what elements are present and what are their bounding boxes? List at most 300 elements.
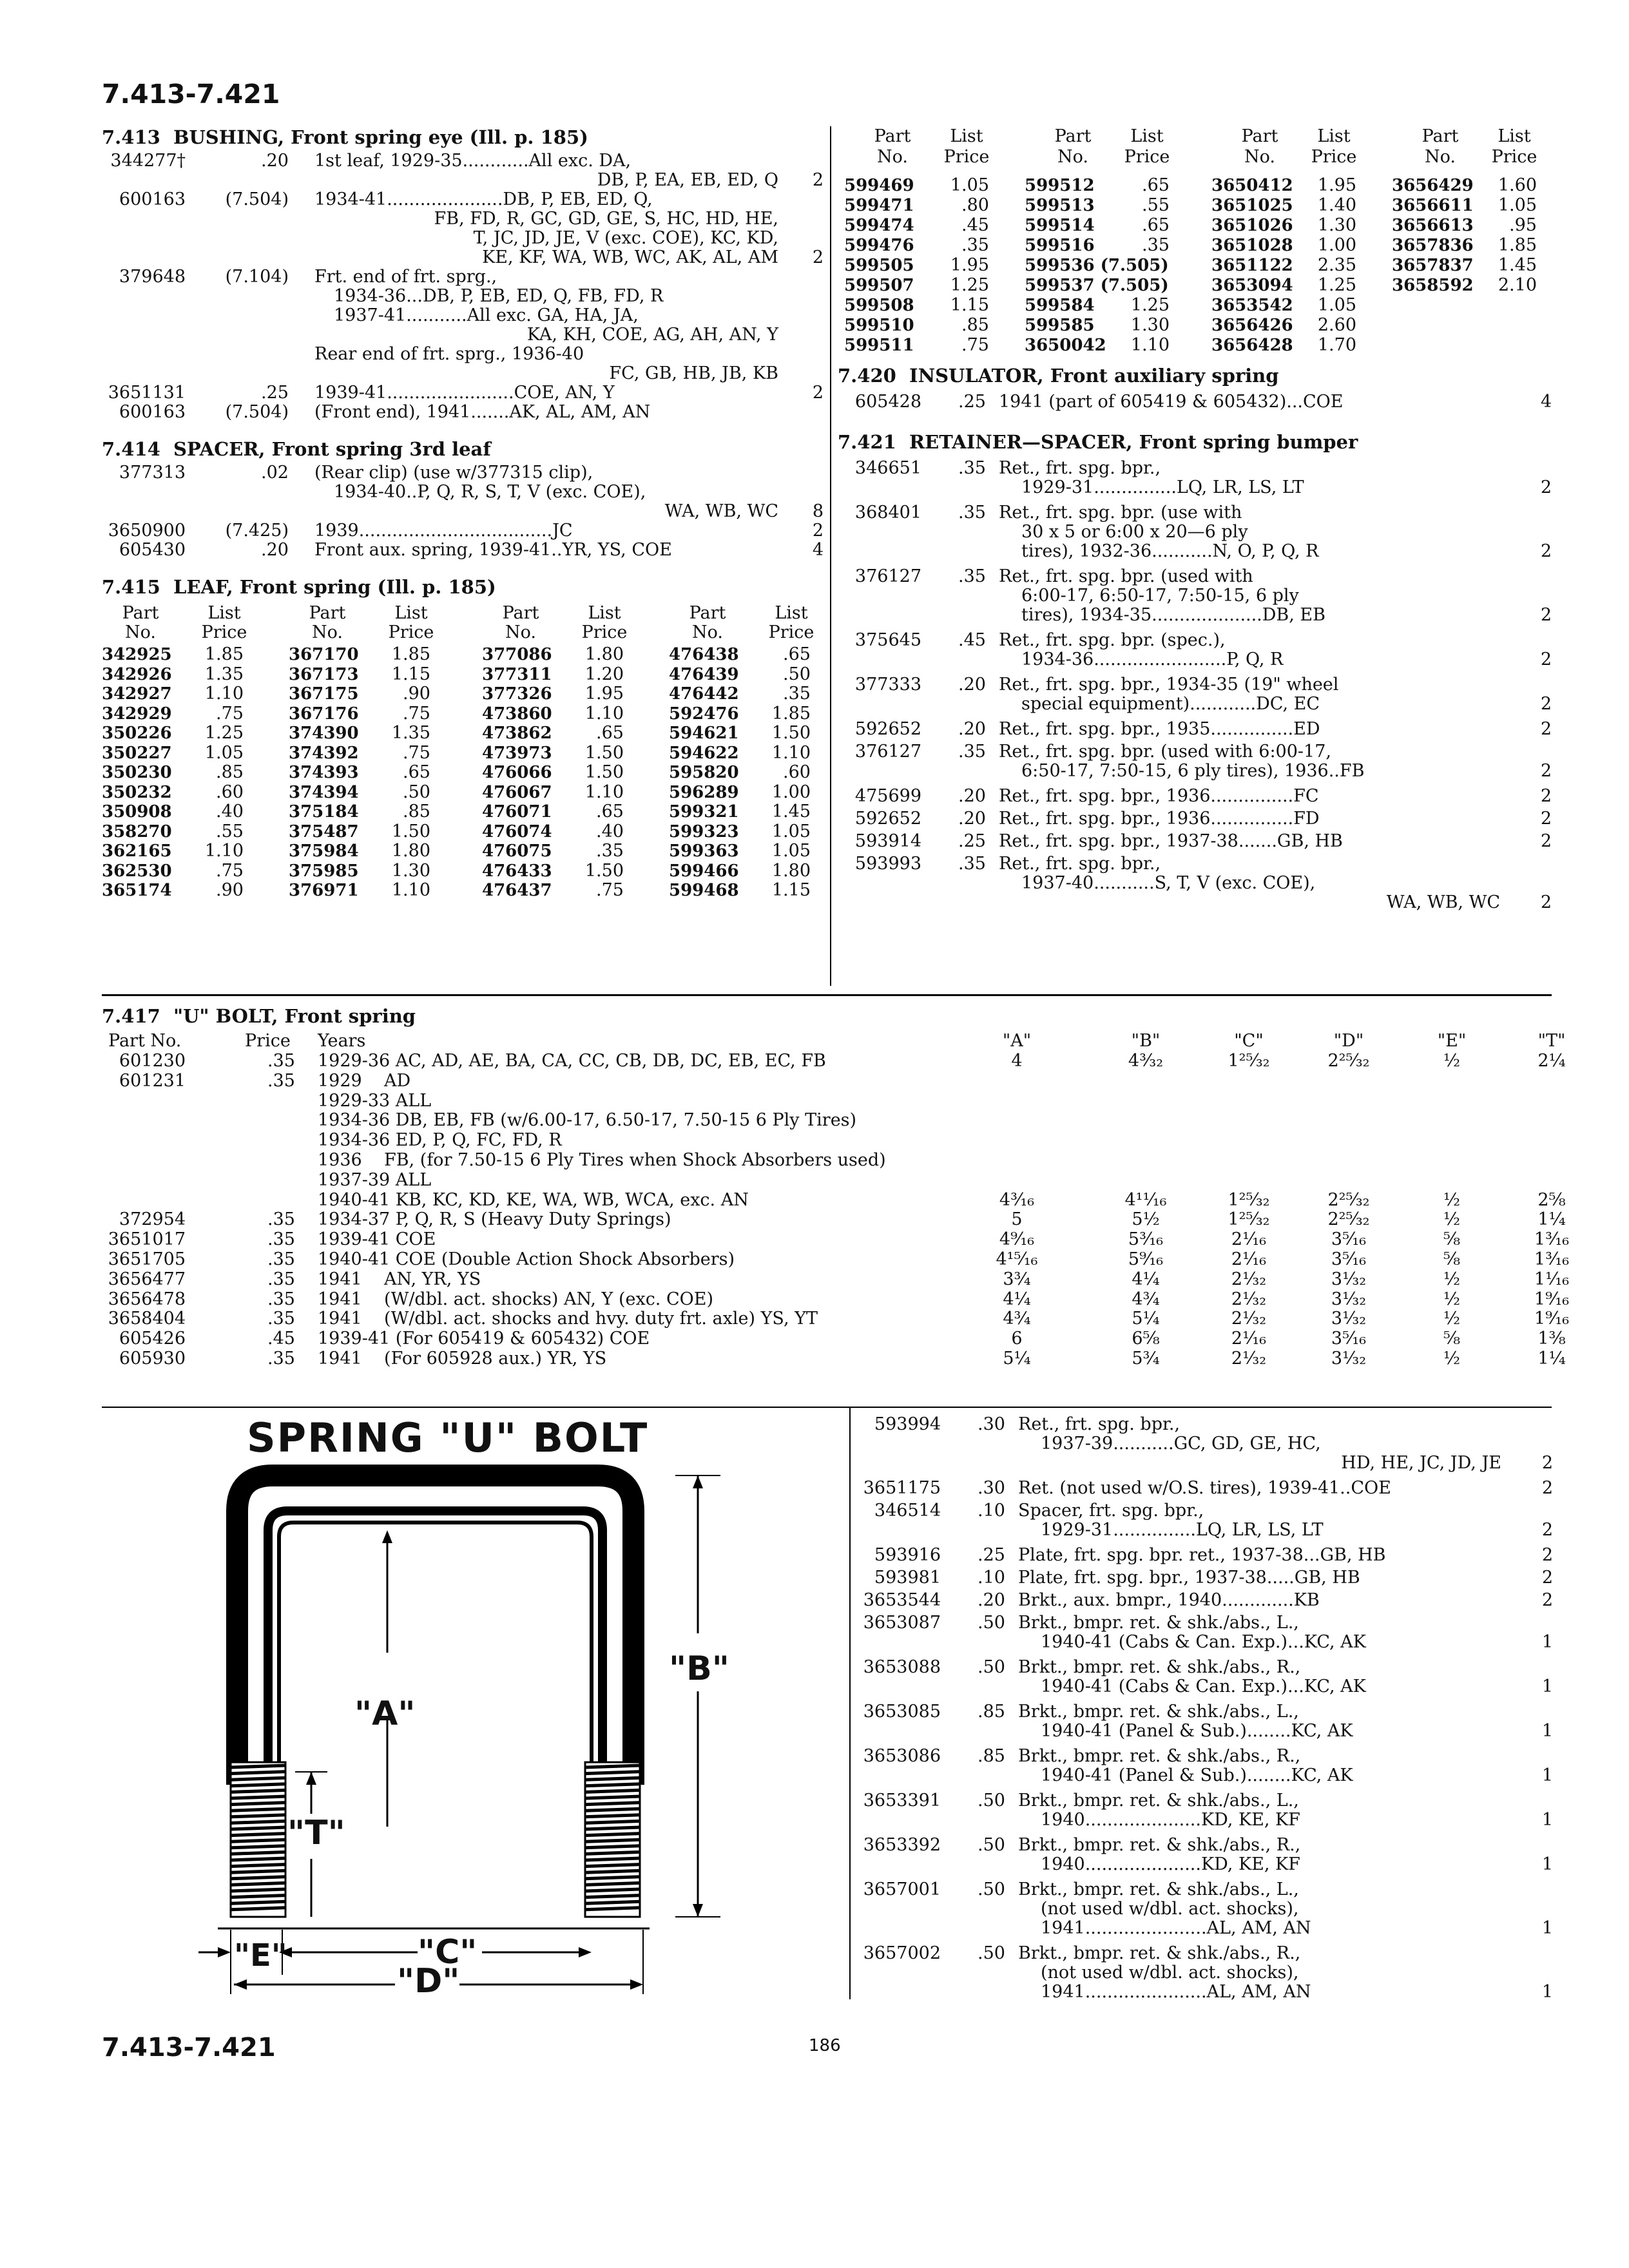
col-header-dim-c: "C": [1234, 1031, 1264, 1051]
part-number: 599468: [669, 881, 739, 900]
dim-a: 4⁹⁄₁₆: [999, 1229, 1035, 1250]
part-number: 473973: [482, 743, 552, 763]
description: Brkt., bmpr. ret. & shk./abs., L.,: [1018, 1791, 1299, 1811]
price: .35: [958, 503, 986, 523]
price: 1.85: [204, 644, 244, 664]
part-number: 3657837: [1392, 256, 1474, 275]
price: .20: [978, 1590, 1005, 1610]
list-item: [102, 363, 824, 384]
dim-b: 6⁵⁄₈: [1132, 1329, 1160, 1349]
quantity: 2: [1541, 1568, 1553, 1588]
quantity: 2: [1540, 477, 1552, 497]
label-e: "E": [234, 1937, 287, 1974]
col-header-price: Price: [388, 622, 434, 642]
part-number: 594621: [669, 724, 739, 743]
price: .75: [216, 860, 244, 881]
dim-c: 2¹⁄₃₂: [1231, 1289, 1267, 1309]
part-number: 476438: [669, 645, 739, 664]
description: 1934-41.....................DB, P, EB, ED, Q,: [314, 189, 653, 209]
price: .50: [783, 664, 811, 684]
price: .60: [216, 782, 244, 802]
dim-b: 5¾: [1132, 1349, 1160, 1369]
description: Ret., frt. spg. bpr., 1935...............ED: [999, 719, 1320, 739]
description: KA, KH, COE, AG, AH, AN, Y: [526, 325, 778, 345]
part-number: 342929: [102, 704, 172, 724]
col-header-part: Part: [502, 603, 539, 623]
part-number: 375645: [854, 630, 921, 650]
part-number: 3653094: [1211, 276, 1293, 295]
col-header-price: List: [950, 126, 983, 146]
part-number: 350227: [102, 743, 172, 763]
dim-a: 5: [1011, 1209, 1023, 1230]
col-header-price: List: [394, 603, 428, 623]
part-number: 374394: [289, 782, 359, 802]
price: .35: [267, 1229, 295, 1250]
dim-e: ½: [1443, 1289, 1461, 1309]
part-number: 368401: [854, 503, 921, 523]
part-number: 473862: [482, 724, 552, 743]
description: WA, WB, WC: [1386, 892, 1500, 912]
quantity: 4: [1540, 392, 1552, 412]
description: (Front end), 1941.......AK, AL, AM, AN: [314, 402, 651, 422]
col-header-price: Price: [1124, 147, 1170, 167]
part-number: 601230: [119, 1051, 186, 1071]
price: 1.60: [1498, 175, 1537, 195]
table-row: [102, 1091, 1558, 1111]
part-number: 3651122: [1211, 256, 1293, 275]
years: 1934-36 DB, EB, FB (w/6.00-17, 6.50-17, 7.50-15 6 Ply Tires): [318, 1110, 857, 1131]
part-number: 375487: [289, 822, 359, 841]
part-number: 375985: [289, 861, 359, 881]
part-number: 379648: [119, 267, 186, 287]
column-divider-top: [830, 126, 831, 986]
part-number: 377086: [482, 645, 552, 664]
price: (7.104): [225, 267, 289, 287]
col-header-price: List: [775, 603, 808, 623]
quantity: 1: [1541, 1982, 1553, 2002]
description: (Rear clip) (use w/377315 clip),: [314, 463, 593, 483]
years: 1941 (W/dbl. act. shocks and hvy. duty frt. axle) YS, YT: [318, 1309, 818, 1329]
price: .50: [978, 1791, 1005, 1811]
description: Ret. (not used w/O.S. tires), 1939-41..COE: [1018, 1478, 1391, 1498]
quantity: 1: [1541, 1632, 1553, 1652]
part-number: 377311: [482, 664, 552, 684]
part-number: 3656477: [108, 1269, 186, 1289]
price: 1.25: [204, 723, 244, 743]
price: 1.05: [1317, 295, 1356, 315]
list-item: [102, 228, 824, 249]
part-number: 599584: [1025, 296, 1095, 315]
price: .40: [596, 821, 624, 841]
price: 1.40: [1317, 195, 1356, 215]
price: 2.10: [1498, 275, 1537, 295]
part-number: 372954: [119, 1209, 186, 1230]
price: 1.35: [204, 664, 244, 684]
price: 1.50: [391, 821, 430, 841]
part-number: 593994: [874, 1414, 941, 1434]
price: .20: [958, 719, 986, 739]
col-header-price: Price: [1311, 147, 1357, 167]
quantity: 1: [1541, 1677, 1553, 1696]
description: special equipment)............DC, EC: [1021, 694, 1320, 714]
description: KE, KF, WA, WB, WC, AK, AL, AM: [482, 247, 778, 267]
years: 1940-41 KB, KC, KD, KE, WA, WB, WCA, exc. AN: [318, 1189, 749, 1210]
part-number: 476074: [482, 822, 552, 841]
part-number: 605930: [119, 1349, 186, 1369]
part-number: 3657836: [1392, 236, 1474, 255]
price: 1.10: [584, 703, 624, 724]
description: FC, GB, HB, JB, KB: [609, 363, 778, 383]
dim-d: 3¹⁄₃₂: [1331, 1349, 1367, 1369]
years: 1937-39 ALL: [318, 1169, 432, 1190]
part-number: 599505: [844, 256, 914, 275]
quantity: 2: [1541, 1590, 1553, 1610]
price: 1.10: [771, 742, 811, 763]
list-item: [102, 383, 824, 403]
list-item: [102, 540, 824, 561]
col-header-part: No.: [877, 147, 908, 167]
part-number: 599512: [1025, 176, 1095, 195]
description: 1940.....................KD, KE, KF: [1041, 1810, 1300, 1830]
part-number: 600163: [119, 402, 186, 422]
part-number: 3656428: [1211, 336, 1293, 355]
description: 1937-41...........All exc. GA, HA, JA,: [334, 305, 639, 325]
price: 1.25: [1317, 275, 1356, 295]
dim-a: 4¼: [1003, 1289, 1031, 1309]
quantity: 2: [1540, 694, 1552, 714]
years: 1929 AD: [318, 1070, 411, 1091]
description: Brkt., aux. bmpr., 1940.............KB: [1018, 1590, 1320, 1610]
description: Brkt., bmpr. ret. & shk./abs., L.,: [1018, 1879, 1299, 1899]
price: 1.45: [1498, 255, 1537, 275]
part-number: 3658404: [108, 1309, 186, 1329]
quantity: 8: [812, 501, 824, 521]
description: 1929-31...............LQ, LR, LS, LT: [1041, 1520, 1324, 1540]
price: .40: [216, 802, 244, 822]
description: 1939-41.......................COE, AN, Y: [314, 383, 615, 403]
description: Ret., frt. spg. bpr., 1936...............FD: [999, 809, 1320, 829]
description: Rear end of frt. sprg., 1936-40: [314, 344, 584, 364]
dim-a: 4¹⁵⁄₁₆: [996, 1249, 1038, 1269]
dim-c: 2¹⁄₁₆: [1231, 1329, 1267, 1349]
description: 1940-41 (Panel & Sub.)........KC, AK: [1041, 1721, 1353, 1741]
table-row: [102, 1269, 1570, 1289]
quantity: 2: [812, 521, 824, 541]
years: 1939-41 (For 605419 & 605432) COE: [318, 1329, 650, 1349]
part-number: 350908: [102, 802, 172, 822]
col-header-part: Part: [1422, 126, 1459, 146]
part-number: 362165: [102, 841, 172, 861]
column-divider-bottom: [849, 1407, 851, 1999]
description: 6:50-17, 7:50-15, 6 ply tires), 1936..FB: [1021, 761, 1365, 781]
dim-e: ½: [1443, 1209, 1461, 1230]
table-row: [102, 1150, 1558, 1170]
price: 1.10: [584, 782, 624, 802]
price: 1.30: [391, 860, 430, 881]
price: 1.25: [950, 275, 989, 295]
part-number: 342926: [102, 664, 172, 684]
price: .35: [1142, 235, 1170, 255]
price: .45: [267, 1329, 295, 1349]
price: 1.30: [1317, 215, 1356, 235]
quantity: 2: [1540, 541, 1552, 561]
spring-u-bolt-diagram: [102, 1414, 836, 2001]
quantity: 2: [812, 383, 824, 403]
part-number: 377326: [482, 684, 552, 704]
part-number: 376971: [289, 881, 359, 900]
price: .65: [596, 802, 624, 822]
dim-a: 4: [1011, 1051, 1023, 1071]
part-number: 3650900: [108, 521, 186, 541]
price: 1.15: [950, 295, 989, 315]
price: 1.50: [584, 742, 624, 763]
quantity: 2: [812, 247, 824, 267]
table-row: [102, 1051, 1566, 1071]
description: Brkt., bmpr. ret. & shk./abs., L.,: [1018, 1613, 1299, 1633]
part-number: 350232: [102, 782, 172, 802]
price: .35: [596, 841, 624, 861]
list-item: [102, 482, 824, 503]
description: 1941......................AL, AM, AN: [1041, 1918, 1311, 1938]
part-number: 367170: [289, 645, 359, 664]
table-row: [102, 1170, 1558, 1190]
part-number: 599321: [669, 802, 739, 822]
price: 1.85: [771, 703, 811, 724]
part-number: 599513: [1025, 196, 1095, 215]
price: .20: [261, 540, 289, 560]
label-a: "A": [354, 1695, 416, 1733]
label-d: "D": [397, 1962, 460, 2001]
years: 1941 (W/dbl. act. shocks) AN, Y (exc. COE): [318, 1289, 714, 1309]
price: .30: [978, 1414, 1005, 1434]
part-number: 342925: [102, 645, 172, 664]
years: 1929-33 ALL: [318, 1090, 432, 1111]
price: 1.50: [584, 860, 624, 881]
col-header-price: List: [1130, 126, 1164, 146]
price: 1.10: [1130, 335, 1170, 355]
price: .75: [403, 742, 430, 763]
dim-d: 3⁵⁄₁₆: [1331, 1329, 1367, 1349]
col-header-part: No.: [1057, 147, 1088, 167]
dim-a: 5¼: [1003, 1349, 1031, 1369]
part-number: 376127: [854, 566, 921, 586]
part-number: 3656429: [1392, 176, 1474, 195]
part-number: 3657002: [863, 1943, 941, 1963]
price: .75: [216, 703, 244, 724]
list-item: [102, 209, 824, 229]
quantity: 1: [1541, 1918, 1553, 1938]
price: .85: [978, 1702, 1005, 1722]
price: .90: [403, 684, 430, 704]
part-number: 600163: [119, 189, 186, 209]
part-number: 3653088: [863, 1657, 941, 1677]
col-header-price: Price: [1491, 147, 1537, 167]
part-number: 367176: [289, 704, 359, 724]
col-header-price: Price: [943, 147, 990, 167]
dim-t: 1³⁄₁₆: [1534, 1229, 1570, 1250]
part-number: 476075: [482, 841, 552, 861]
part-number: 374392: [289, 743, 359, 763]
years: 1936 FB, (for 7.50-15 6 Ply Tires when Shock Absorbers used): [318, 1150, 886, 1170]
price: .35: [958, 458, 986, 478]
part-number: 367175: [289, 684, 359, 704]
price: 1.85: [1498, 235, 1537, 255]
price: .95: [1509, 215, 1537, 235]
part-number: 358270: [102, 822, 172, 841]
table-row: [102, 1110, 1558, 1130]
price: .75: [596, 880, 624, 900]
part-number: 599510: [844, 316, 914, 335]
price: 1.05: [771, 821, 811, 841]
part-number: 3653544: [863, 1590, 941, 1610]
quantity: 2: [1541, 1478, 1553, 1498]
quantity: 2: [1540, 892, 1552, 912]
price: 1.80: [584, 644, 624, 664]
description: Ret., frt. spg. bpr.,: [999, 854, 1161, 874]
description: Frt. end of frt. sprg.,: [314, 267, 497, 287]
part-number: 593981: [874, 1568, 941, 1588]
part-number: 350226: [102, 724, 172, 743]
dim-d: 3¹⁄₃₂: [1331, 1269, 1367, 1289]
description: 1940-41 (Cabs & Can. Exp.)...KC, AK: [1041, 1677, 1366, 1696]
dim-e: ½: [1443, 1189, 1461, 1210]
part-number: 3656611: [1392, 196, 1474, 215]
dim-e: ½: [1443, 1309, 1461, 1329]
part-number: 377313: [119, 463, 186, 483]
price: .85: [403, 802, 430, 822]
col-header-part: No.: [125, 622, 156, 642]
col-header-part: No.: [312, 622, 343, 642]
part-number: 3650412: [1211, 176, 1293, 195]
price: 1.50: [771, 723, 811, 743]
description: WA, WB, WC: [664, 501, 778, 521]
price: .20: [958, 675, 986, 695]
dim-d: 2²⁵⁄₃₂: [1327, 1189, 1370, 1210]
price: .35: [267, 1289, 295, 1309]
dim-b: 5½: [1132, 1209, 1160, 1230]
dim-e: ½: [1443, 1269, 1461, 1289]
diagram-title: SPRING "U" BOLT: [247, 1414, 649, 1461]
quantity: 2: [1540, 831, 1552, 851]
description: Brkt., bmpr. ret. & shk./abs., L.,: [1018, 1702, 1299, 1722]
list-item: [102, 286, 824, 307]
part-number: 601231: [119, 1070, 186, 1091]
part-number: 594622: [669, 743, 739, 763]
part-number: 377333: [854, 675, 921, 695]
price: .25: [978, 1545, 1005, 1565]
table-row: [102, 1349, 1566, 1369]
description: Plate, frt. spg. bpr. ret., 1937-38...GB, HB: [1018, 1545, 1386, 1565]
dim-t: 1³⁄₈: [1537, 1329, 1566, 1349]
section-title: 7.413 BUSHING, Front spring eye (Ill. p. 185): [102, 126, 588, 148]
part-number: 3651028: [1211, 236, 1293, 255]
col-header-price: Price: [581, 622, 628, 642]
description: (not used w/dbl. act. shocks),: [1041, 1899, 1299, 1919]
quantity: 4: [812, 540, 824, 560]
list-item: [102, 463, 824, 483]
section-title: 7.415 LEAF, Front spring (Ill. p. 185): [102, 576, 496, 598]
price: (7.425): [225, 521, 289, 541]
quantity: 2: [812, 170, 824, 190]
description: Plate, frt. spg. bpr., 1937-38.....GB, HB: [1018, 1568, 1360, 1588]
dim-d: 3⁵⁄₁₆: [1331, 1229, 1367, 1250]
part-number: 3651025: [1211, 196, 1293, 215]
price: 2.35: [1317, 255, 1356, 275]
price: 1.35: [391, 723, 430, 743]
price: .35: [267, 1070, 295, 1091]
price: .80: [961, 195, 989, 215]
quantity: 2: [1540, 809, 1552, 829]
part-number: 599516: [1025, 236, 1095, 255]
u-bolt-drawing: [102, 1414, 836, 1994]
part-number: 476442: [669, 684, 739, 704]
dim-b: 4¹¹⁄₁₆: [1124, 1189, 1167, 1210]
dim-e: ½: [1443, 1051, 1461, 1071]
dim-d: 2²⁵⁄₃₂: [1327, 1209, 1370, 1230]
price: .85: [216, 762, 244, 782]
part-number: 476066: [482, 763, 552, 782]
part-number: 374390: [289, 724, 359, 743]
description: 1939...................................JC: [314, 521, 573, 541]
dim-t: 2¼: [1537, 1051, 1566, 1071]
price: .45: [958, 630, 986, 650]
part-number: 599476: [844, 236, 914, 255]
part-number: 3653087: [863, 1613, 941, 1633]
part-number: 367173: [289, 664, 359, 684]
price: .65: [596, 723, 624, 743]
description: 1940.....................KD, KE, KF: [1041, 1854, 1300, 1874]
list-item: [102, 521, 824, 541]
price: .75: [961, 335, 989, 355]
table-row: [102, 1329, 1566, 1349]
dim-t: 1⁹⁄₁₆: [1534, 1289, 1570, 1309]
dim-t: 1³⁄₁₆: [1534, 1249, 1570, 1269]
list-item: [102, 501, 824, 522]
part-number: 476433: [482, 861, 552, 881]
price: .50: [978, 1613, 1005, 1633]
description: 6:00-17, 6:50-17, 7:50-15, 6 ply: [1021, 586, 1299, 606]
table-row: [102, 1309, 1570, 1329]
description: Front aux. spring, 1939-41..YR, YS, COE: [314, 540, 672, 560]
dim-e: ½: [1443, 1349, 1461, 1369]
price: .65: [403, 762, 430, 782]
label-t: "T": [287, 1814, 345, 1852]
description: Ret., frt. spg. bpr., 1937-38.......GB, HB: [999, 831, 1343, 851]
description: 1937-40...........S, T, V (exc. COE),: [1021, 873, 1316, 893]
part-number: 342927: [102, 684, 172, 704]
quantity: 1: [1541, 1810, 1553, 1830]
price: .35: [267, 1051, 295, 1071]
quantity: 2: [1541, 1545, 1553, 1565]
price: 1.05: [950, 175, 989, 195]
price: .25: [261, 383, 289, 403]
part-number: 3657001: [863, 1879, 941, 1899]
quantity: 2: [1540, 761, 1552, 781]
description: Ret., frt. spg. bpr., 1936...............FC: [999, 786, 1319, 806]
quantity: 1: [1541, 1765, 1553, 1785]
part-number: 3651026: [1211, 216, 1293, 235]
price: .85: [961, 315, 989, 335]
col-header-part: No.: [1425, 147, 1456, 167]
list-item: [102, 267, 824, 287]
price: 1.95: [950, 255, 989, 275]
description: T, JC, JD, JE, V (exc. COE), KC, KD,: [473, 228, 778, 248]
part-number: 605430: [119, 540, 186, 560]
price: (7.504): [225, 189, 289, 209]
price: .35: [958, 742, 986, 762]
price: .65: [1142, 175, 1170, 195]
description: tires), 1932-36...........N, O, P, Q, R: [1021, 541, 1319, 561]
